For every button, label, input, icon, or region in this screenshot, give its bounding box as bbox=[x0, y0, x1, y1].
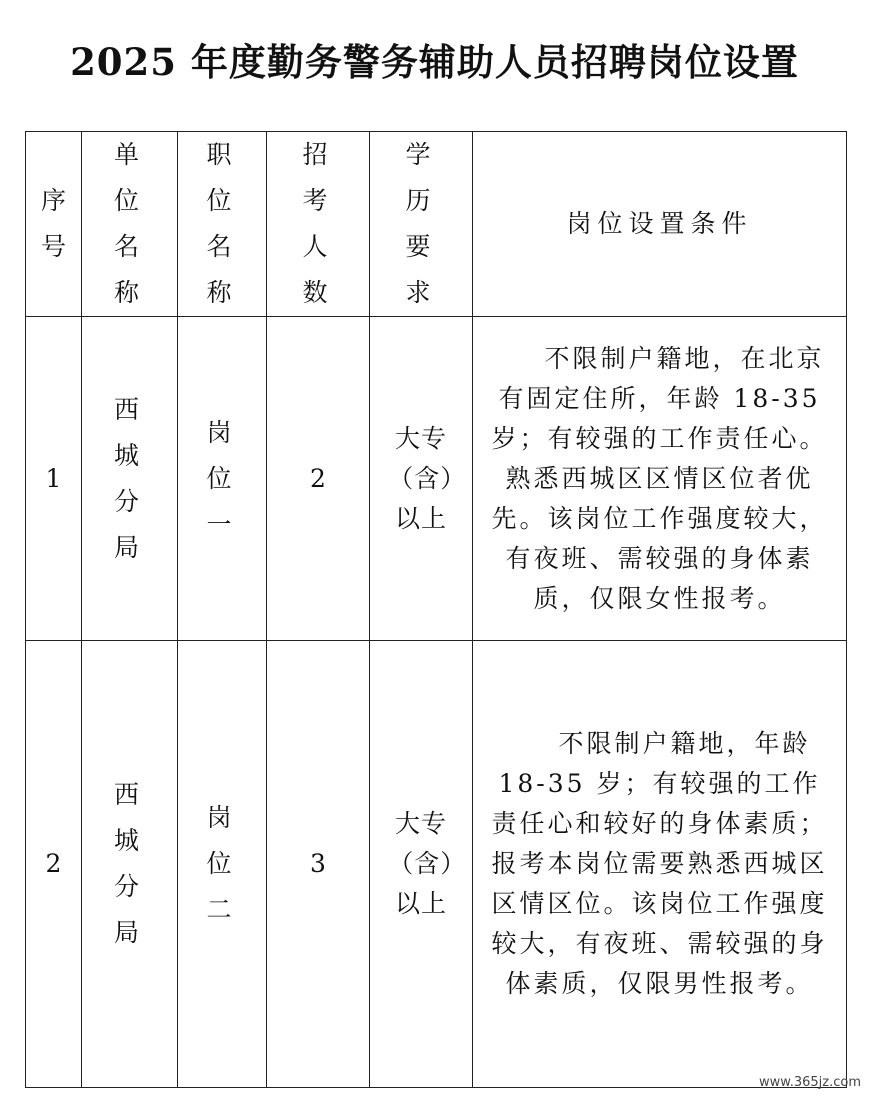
table-row bbox=[26, 317, 847, 641]
row-education: 大专（含）以上 bbox=[370, 317, 473, 641]
header-seq: 序号 bbox=[26, 132, 82, 317]
header-education: 学历要求 bbox=[370, 132, 473, 317]
table-row bbox=[26, 641, 847, 1088]
header-unit: 单位名称 bbox=[82, 132, 178, 317]
table-header-row bbox=[26, 132, 847, 317]
row-position: 岗位一 bbox=[178, 317, 267, 641]
row-unit: 西城分局 bbox=[82, 641, 178, 1088]
row-position: 岗位二 bbox=[178, 641, 267, 1088]
recruitment-table bbox=[25, 131, 847, 1088]
row-conditions: 不限制户籍地，年龄 18-35 岁；有较强的工作责任心和较好的身体素质；报考本岗位需要熟悉西城区区情区位。该岗位工作强度较大，有夜班、需较强的身体素质，仅限男性报考。 bbox=[473, 641, 847, 1088]
header-count: 招考人数 bbox=[267, 132, 370, 317]
page-title: 2025 年度勤务警务辅助人员招聘岗位设置 bbox=[70, 40, 799, 84]
row-count: 3 bbox=[267, 641, 370, 1088]
row-unit: 西城分局 bbox=[82, 317, 178, 641]
row-seq: 1 bbox=[26, 317, 82, 641]
row-count: 2 bbox=[267, 317, 370, 641]
row-conditions: 不限制户籍地，在北京有固定住所，年龄 18-35 岁；有较强的工作责任心。熟悉西城区区情区位者优先。该岗位工作强度较大，有夜班、需较强的身体素质，仅限女性报考。 bbox=[473, 317, 847, 641]
watermark: www.365jz.com bbox=[759, 1075, 861, 1090]
row-seq: 2 bbox=[26, 641, 82, 1088]
header-position: 职位名称 bbox=[178, 132, 267, 317]
header-conditions: 岗位设置条件 bbox=[473, 132, 847, 317]
row-education: 大专（含）以上 bbox=[370, 641, 473, 1088]
